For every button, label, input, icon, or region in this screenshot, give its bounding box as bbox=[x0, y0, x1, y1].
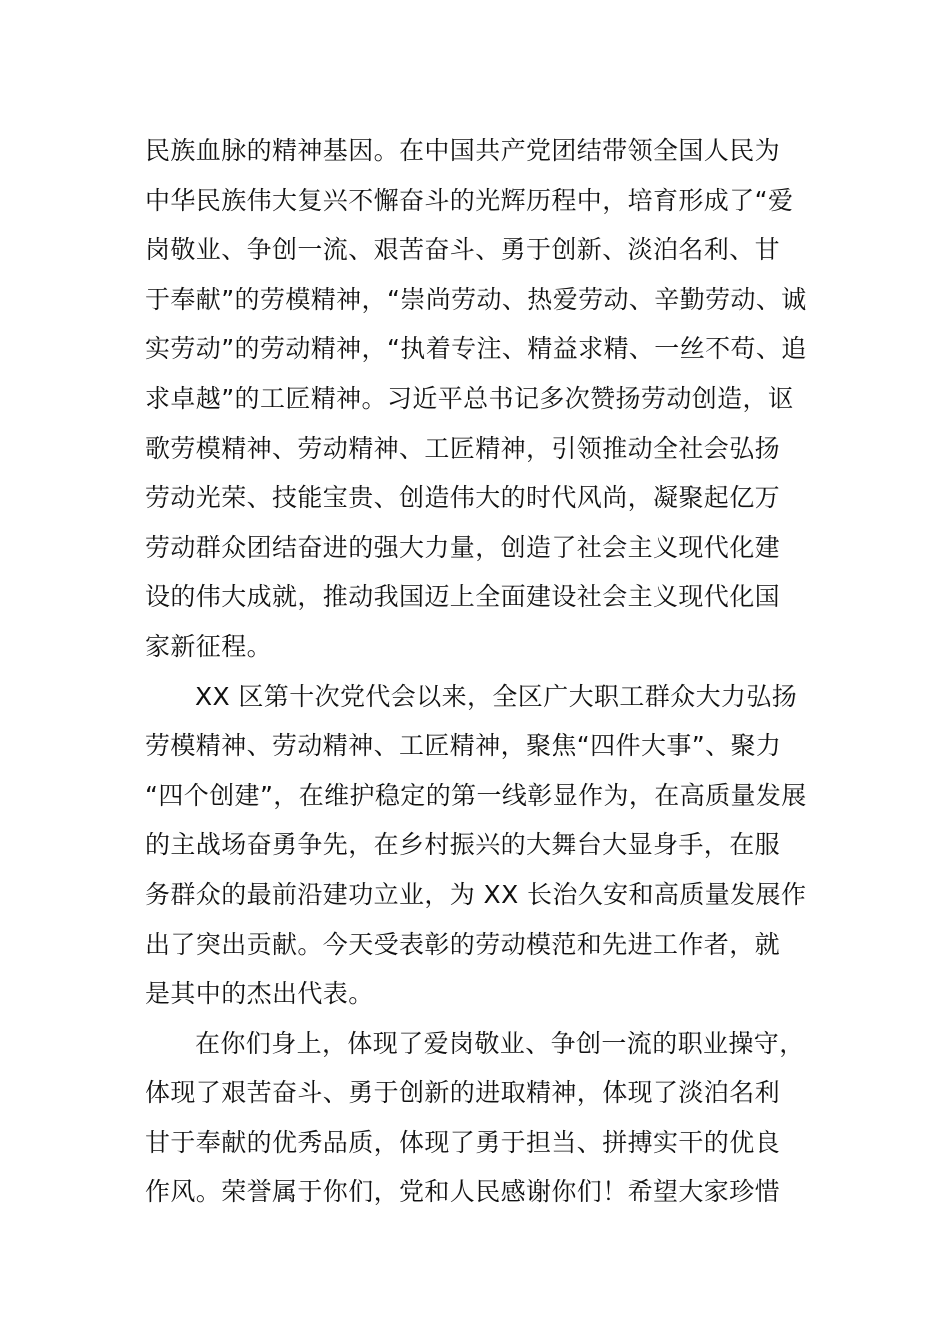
text-line: 作风。荣誉属于你们，党和人民感谢你们！希望大家珍惜 bbox=[145, 1177, 781, 1207]
text-line: 体现了艰苦奋斗、勇于创新的进取精神，体现了淡泊名利 bbox=[145, 1078, 781, 1108]
text-line: 劳动群众团结奋进的强大力量，创造了社会主义现代化建 bbox=[145, 532, 781, 562]
text-line: 家新征程。 bbox=[145, 631, 273, 661]
text-line: 出了突出贡献。今天受表彰的劳动模范和先进工作者，就 bbox=[145, 929, 781, 959]
paragraph-3 bbox=[145, 1019, 835, 1217]
text-line: 实劳动”的劳动精神，“执着专注、精益求精、一丝不苟、追 bbox=[145, 334, 807, 364]
text-line-first: 在你们身上，体现了爱岗敬业、争创一流的职业操守， bbox=[195, 1028, 805, 1058]
paragraph-1 bbox=[145, 126, 835, 672]
paragraph-2 bbox=[145, 672, 835, 1019]
text-line: 求卓越”的工匠精神。习近平总书记多次赞扬劳动创造，讴 bbox=[145, 383, 794, 413]
text-line-first: XX 区第十次党代会以来，全区广大职工群众大力弘扬 bbox=[195, 681, 798, 711]
text-line: 设的伟大成就，推动我国迈上全面建设社会主义现代化国 bbox=[145, 582, 781, 612]
text-line: 于奉献”的劳模精神，“崇尚劳动、热爱劳动、辛勤劳动、诚 bbox=[145, 284, 807, 314]
text-line: 岗敬业、争创一流、艰苦奋斗、勇于创新、淡泊名利、甘 bbox=[145, 235, 781, 265]
text-line: 务群众的最前沿建功立业，为 XX 长治久安和高质量发展作 bbox=[145, 879, 807, 909]
text-line: “四个创建”，在维护稳定的第一线彰显作为，在高质量发展 bbox=[145, 780, 807, 810]
text-line: 歌劳模精神、劳动精神、工匠精神，引领推动全社会弘扬 bbox=[145, 433, 781, 463]
text-line: 甘于奉献的优秀品质，体现了勇于担当、拼搏实干的优良 bbox=[145, 1127, 781, 1157]
text-line: 劳动光荣、技能宝贵、创造伟大的时代风尚，凝聚起亿万 bbox=[145, 483, 781, 513]
text-line: 的主战场奋勇争先，在乡村振兴的大舞台大显身手，在服 bbox=[145, 830, 781, 860]
text-line: 是其中的杰出代表。 bbox=[145, 979, 374, 1009]
text-line: 中华民族伟大复兴不懈奋斗的光辉历程中，培育形成了“爱 bbox=[145, 185, 794, 215]
document-body bbox=[145, 126, 835, 1217]
text-line: 劳模精神、劳动精神、工匠精神，聚焦“四件大事”、聚力 bbox=[145, 731, 782, 761]
text-line: 民族血脉的精神基因。在中国共产党团结带领全国人民为 bbox=[145, 136, 781, 165]
